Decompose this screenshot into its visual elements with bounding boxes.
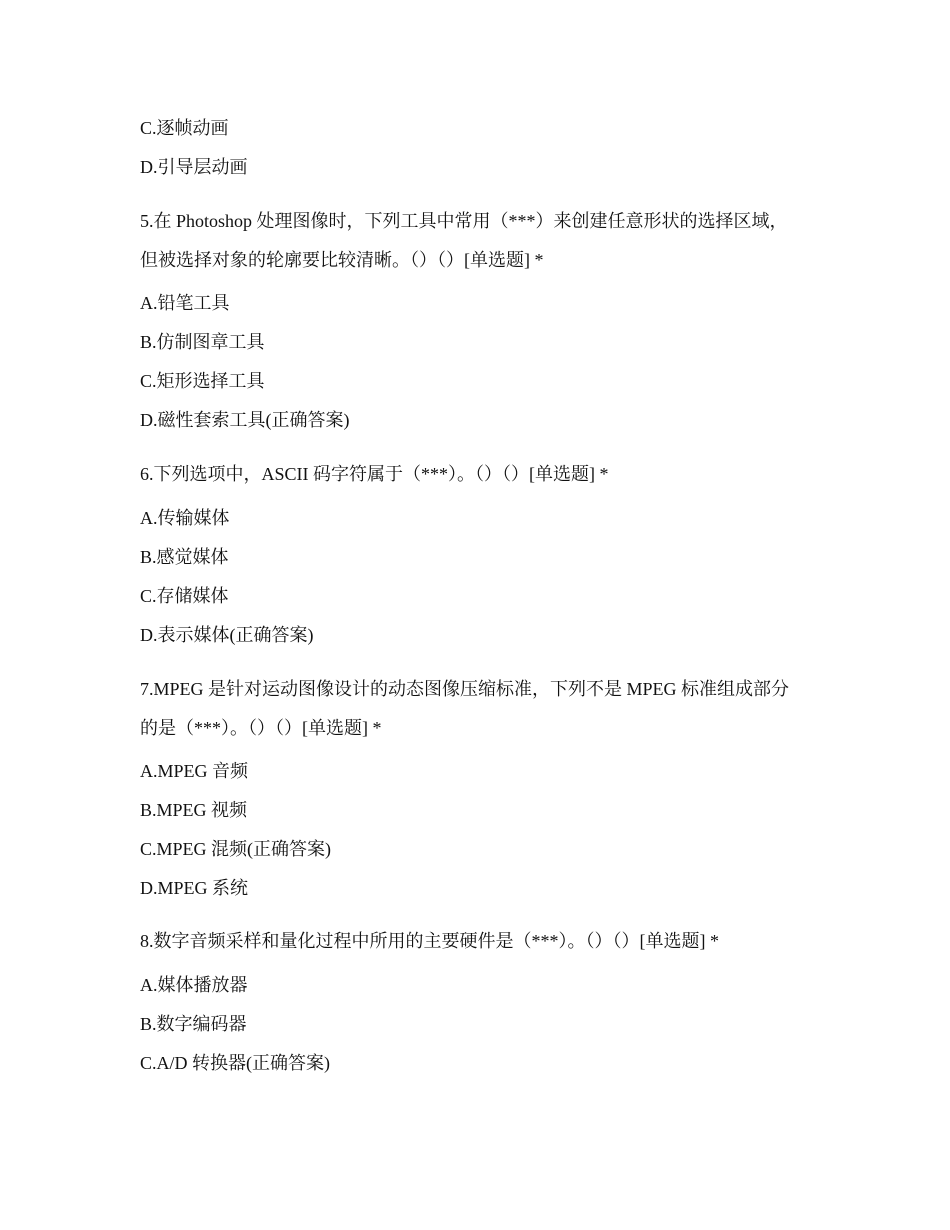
question-5-stem-line-1: 5.在 Photoshop 处理图像时，下列工具中常用（***）来创建任意形状的选择区域，: [140, 211, 788, 231]
question-8-option-a: A.媒体播放器: [140, 975, 248, 995]
question-7-stem-line-1: 7.MPEG 是针对运动图像设计的动态图像压缩标准，下列不是 MPEG 标准组成部分: [140, 679, 790, 699]
question-5-option-c: C.矩形选择工具: [140, 371, 265, 391]
option-d-guide-layer-animation: D.引导层动画: [140, 157, 248, 177]
question-8-option-b: B.数字编码器: [140, 1014, 247, 1034]
question-6-stem: 6.下列选项中，ASCII 码字符属于（***）。（）（）[单选题] *: [140, 464, 609, 484]
question-7-option-b: B.MPEG 视频: [140, 800, 248, 820]
question-5-option-a: A.铅笔工具: [140, 293, 230, 313]
question-6-option-a: A.传输媒体: [140, 508, 230, 528]
question-5-option-b: B.仿制图章工具: [140, 332, 265, 352]
question-6-option-d: D.表示媒体(正确答案): [140, 625, 314, 645]
question-7-option-a: A.MPEG 音频: [140, 761, 249, 781]
question-5-option-d: D.磁性套索工具(正确答案): [140, 410, 350, 430]
question-5-stem-line-2: 但被选择对象的轮廓要比较清晰。（）（）[单选题] *: [140, 250, 544, 270]
option-c-frame-animation: C.逐帧动画: [140, 118, 229, 138]
question-6-option-c: C.存储媒体: [140, 586, 229, 606]
question-7-stem-line-2: 的是（***）。（）（）[单选题] *: [140, 718, 382, 738]
question-7-option-c: C.MPEG 混频(正确答案): [140, 839, 332, 859]
question-7-option-d: D.MPEG 系统: [140, 878, 249, 898]
question-6-option-b: B.感觉媒体: [140, 547, 229, 567]
question-8-stem: 8.数字音频采样和量化过程中所用的主要硬件是（***）。（）（）[单选题] *: [140, 931, 719, 951]
question-8-option-c: C.A/D 转换器(正确答案): [140, 1053, 330, 1073]
